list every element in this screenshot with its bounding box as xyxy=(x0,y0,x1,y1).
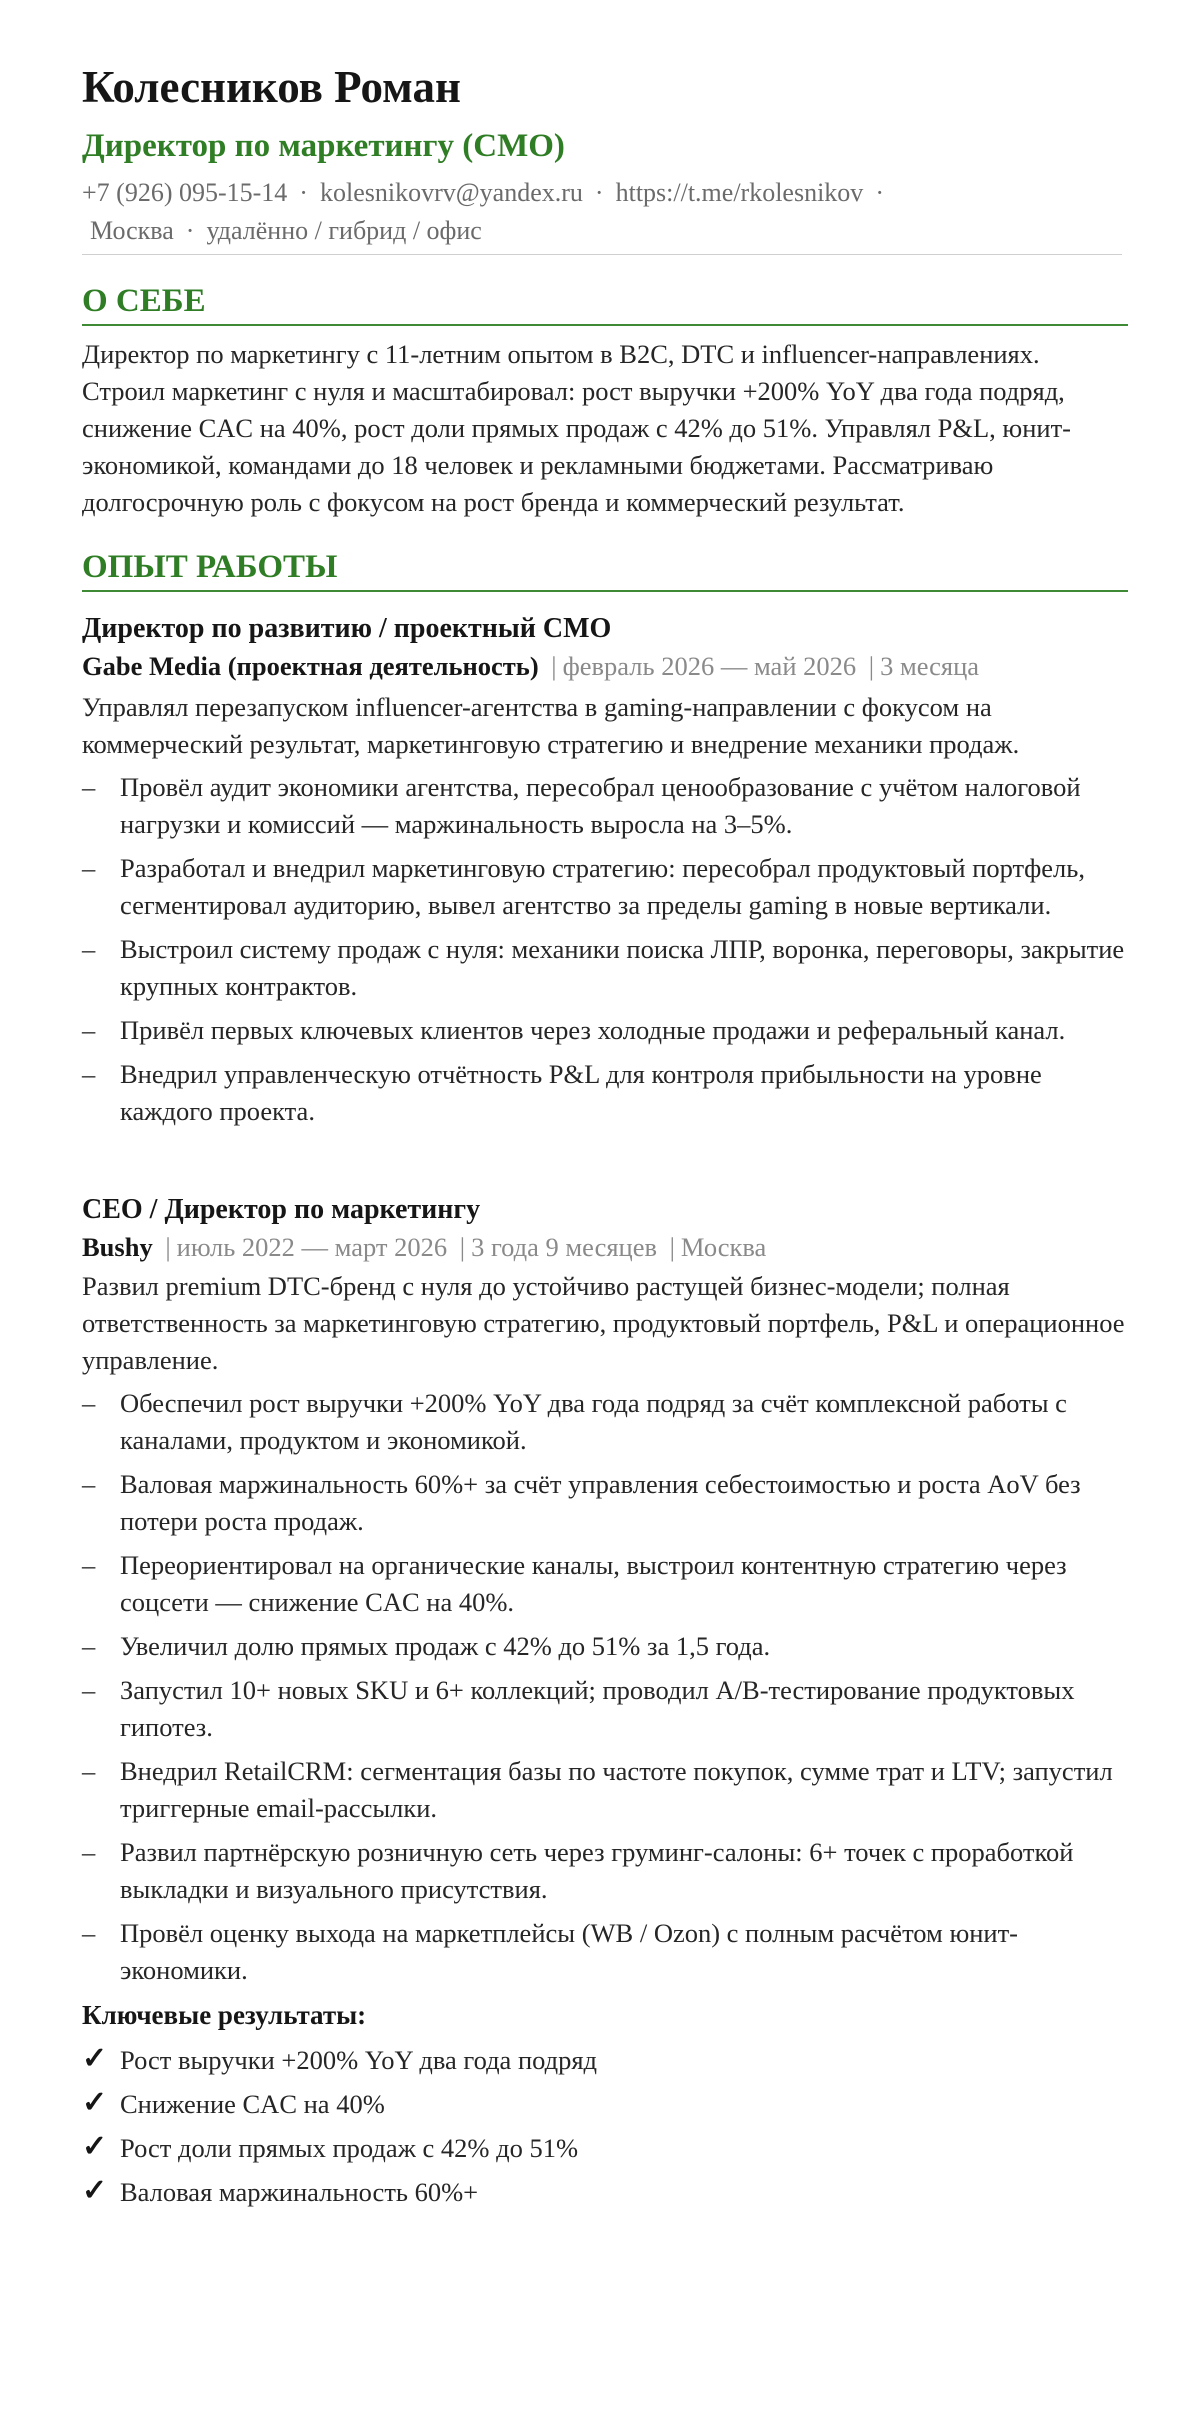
list-item xyxy=(82,1012,1128,1049)
results-list xyxy=(82,2038,1128,2214)
list-item xyxy=(82,1753,1128,1827)
bullet-text: Внедрил управленческую отчётность P&L для контроля прибыльности на уровне каждого проекта. xyxy=(120,1059,1042,1127)
list-item xyxy=(82,1466,1128,1540)
list-item xyxy=(82,931,1128,1005)
meta-separator: | xyxy=(551,651,557,682)
bullet-text: Развил партнёрскую розничную сеть через груминг-салоны: 6+ точек с проработкой выкладки и визуального присутствия. xyxy=(120,1837,1074,1905)
job-bullets xyxy=(82,1385,1128,1989)
dash-marker: – xyxy=(82,1837,96,1868)
dash-marker: – xyxy=(82,853,96,884)
list-item xyxy=(82,1915,1128,1989)
job-meta xyxy=(82,1229,1128,1266)
dash-marker: – xyxy=(82,1631,96,1662)
job-entry xyxy=(82,610,1128,1130)
meta-separator: | xyxy=(669,1232,675,1263)
job-duration: 3 года 9 месяцев xyxy=(471,1232,657,1263)
separator: · xyxy=(594,178,604,208)
list-item xyxy=(82,769,1128,843)
check-icon: ✓ xyxy=(82,2042,108,2076)
bullet-text: Валовая маржинальность 60%+ за счёт управления себестоимостью и роста AoV без потери роста продаж. xyxy=(120,1469,1081,1537)
job-title: Директор по развитию / проектный CMO xyxy=(82,613,612,645)
list-item xyxy=(82,1056,1128,1130)
spacer xyxy=(82,1137,1128,1191)
job-duration: 3 месяца xyxy=(880,651,980,682)
dash-marker: – xyxy=(82,1918,96,1949)
results-title: Ключевые результаты: xyxy=(82,2000,367,2031)
dash-marker: – xyxy=(82,1388,96,1419)
company-name: Gabe Media (проектная деятельность) xyxy=(82,651,539,682)
meta-separator: | xyxy=(459,1232,466,1263)
work-format: удалённо / гибрид / офис xyxy=(206,216,482,246)
list-item xyxy=(82,2082,1128,2126)
list-item xyxy=(82,2170,1128,2214)
bullet-text: Переориентировал на органические каналы, выстроил контентную стратегию через соцсети — снижение CAC на 40%. xyxy=(120,1550,1067,1618)
bullet-text: Провёл оценку выхода на маркетплейсы (WB / Ozon) с полным расчётом юнит-экономики. xyxy=(120,1918,1019,1986)
dash-marker: – xyxy=(82,1015,96,1046)
about-text: Директор по маркетингу с 11-летним опытом в B2C, DTC и influencer-направлениях. Строил маркетинг с нуля и масштабировал: рост выручки +200% YoY два года подряд, снижение CAC на 40%, рост доли прямых продаж с 42% до 51%. Управлял P&L, юнит-экономикой, командами до 18 человек и рекламными бюджетами. Рассматриваю долгосрочную роль с фокусом на рост бренда и коммерческий результат. xyxy=(82,339,1071,518)
job-period: февраль 2026 — май 2026 xyxy=(562,651,857,682)
separator: · xyxy=(875,178,884,208)
phone: +7 (926) 095-15-14 xyxy=(82,178,288,208)
job-title: CEO / Директор по маркетингу xyxy=(82,1194,481,1226)
list-item xyxy=(82,850,1128,924)
bullet-text: Обеспечил рост выручки +200% YoY два года подряд за счёт комплексной работы с каналами, продуктом и экономикой. xyxy=(120,1388,1067,1456)
list-item xyxy=(82,1672,1128,1746)
job-summary: Управлял перезапуском influencer-агентства в gaming-направлении с фокусом на коммерческий результат, маркетинговую стратегию и внедрение механики продаж. xyxy=(82,692,1020,760)
dash-marker: – xyxy=(82,1550,96,1581)
job-bullets xyxy=(82,769,1128,1130)
bullet-text: Внедрил RetailCRM: сегментация базы по частоте покупок, сумме трат и LTV; запустил триггерные email-рассылки. xyxy=(120,1756,1113,1824)
check-icon: ✓ xyxy=(82,2130,108,2164)
dash-marker: – xyxy=(82,934,96,965)
list-item xyxy=(82,2038,1128,2082)
list-item xyxy=(82,1628,1128,1665)
bullet-text: Разработал и внедрил маркетинговую стратегию: пересобрал продуктовый портфель, сегментировал аудиторию, вывел агентство за пределы gaming в новые вертикали. xyxy=(120,853,1085,921)
contact-line xyxy=(82,174,1122,255)
bullet-text: Увеличил долю прямых продаж с 42% до 51% за 1,5 года. xyxy=(120,1631,771,1662)
separator: · xyxy=(185,216,195,246)
list-item xyxy=(82,1834,1128,1908)
dash-marker: – xyxy=(82,1059,96,1090)
job-summary: Развил premium DTC-бренд с нуля до устойчиво растущей бизнес-модели; полная ответственность за маркетинговую стратегию, продуктовый портфель, P&L и операционное управление. xyxy=(82,1271,1125,1376)
list-item xyxy=(82,1385,1128,1459)
telegram-link[interactable]: https://t.me/rkolesnikov xyxy=(615,178,864,208)
job-meta xyxy=(82,648,1128,685)
dash-marker: – xyxy=(82,1675,96,1706)
dash-marker: – xyxy=(82,1756,96,1787)
email-link[interactable]: kolesnikovrv@yandex.ru xyxy=(319,178,583,208)
bullet-text: Запустил 10+ новых SKU и 6+ коллекций; проводил A/B-тестирование продуктовых гипотез. xyxy=(120,1675,1075,1743)
city: Москва xyxy=(90,216,174,246)
result-text: Рост доли прямых продаж с 42% до 51% xyxy=(120,2133,579,2164)
company-name: Bushy xyxy=(82,1232,153,1263)
dash-marker: – xyxy=(82,772,96,803)
meta-separator: | xyxy=(165,1232,171,1263)
job-period: июль 2022 — март 2026 xyxy=(176,1232,448,1263)
section-title-about: О СЕБЕ xyxy=(82,285,1128,326)
check-icon: ✓ xyxy=(82,2174,108,2208)
section-title-experience: ОПЫТ РАБОТЫ xyxy=(82,551,1128,592)
result-text: Рост выручки +200% YoY два года подряд xyxy=(120,2045,598,2076)
check-icon: ✓ xyxy=(82,2086,108,2120)
job-location: Москва xyxy=(680,1232,767,1263)
separator: · xyxy=(299,178,308,208)
bullet-text: Привёл первых ключевых клиентов через холодные продажи и реферальный канал. xyxy=(120,1015,1066,1046)
bullet-text: Провёл аудит экономики агентства, пересобрал ценообразование с учётом налоговой нагрузки и комиссий — маржинальность выросла на 3–5%. xyxy=(120,772,1081,840)
candidate-name: Колесников Роман xyxy=(82,62,461,112)
result-text: Валовая маржинальность 60%+ xyxy=(120,2177,479,2208)
result-text: Снижение CAC на 40% xyxy=(120,2089,385,2120)
list-item xyxy=(82,2126,1128,2170)
list-item xyxy=(82,1547,1128,1621)
candidate-role: Директор по маркетингу (CMO) xyxy=(82,127,565,164)
bullet-text: Выстроил систему продаж с нуля: механики поиска ЛПР, воронка, переговоры, закрытие крупных контрактов. xyxy=(120,934,1125,1002)
meta-separator: | xyxy=(868,651,875,682)
job-entry xyxy=(82,1191,1128,2214)
dash-marker: – xyxy=(82,1469,96,1500)
